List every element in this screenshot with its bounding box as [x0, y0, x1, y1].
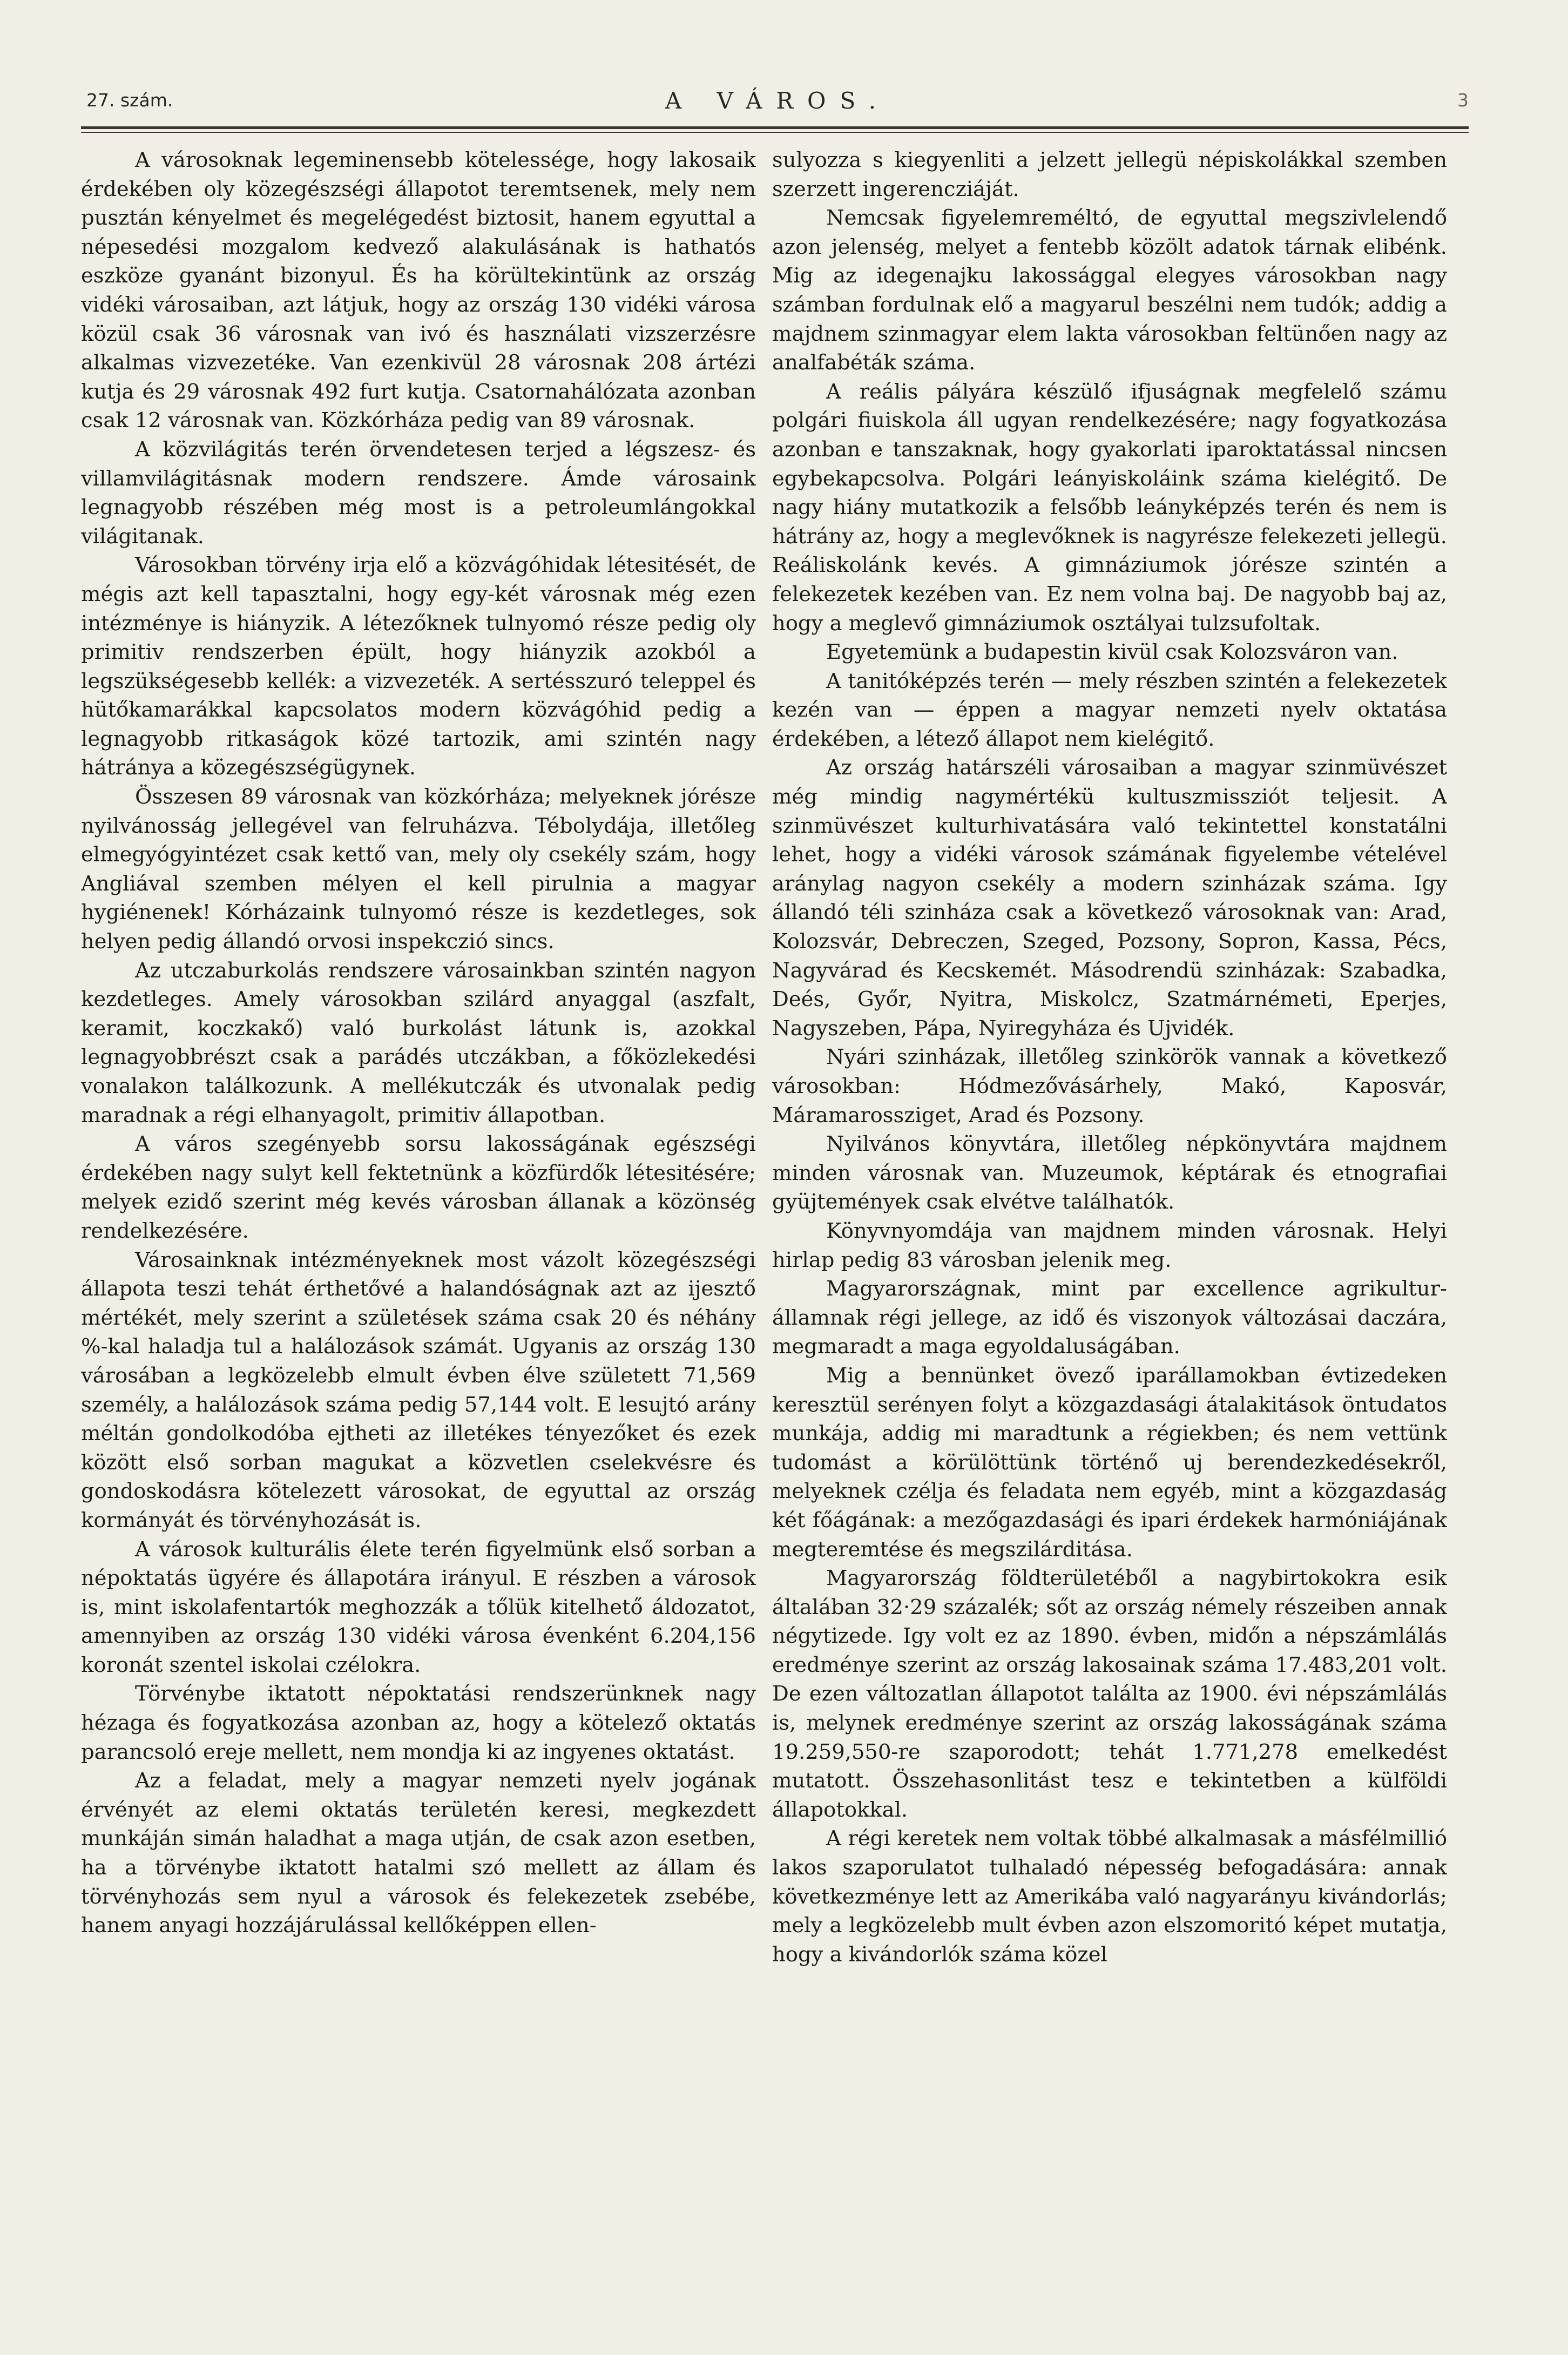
paragraph: Mig a bennünket övező iparállamokban évtizedeken keresztül serényen folyt a közgazdasági átalakitások öntudatos munkája, addig mi maradtunk a régiekben; és nem vettünk tudomást a körülöttünk történő uj berendezkedésekről, melyeknek czélja és feladata nem egyéb, mint a közgazdaság két főágának: a mezőgazdasági és ipari érdekek harmóniájának megteremtése és megszilárditása.	[772, 1363, 1447, 1562]
paragraph: Magyarország földterületéből a nagybirtokokra esik általában 32·29 százalék; sőt az ország némely részeiben annak négytizede. Igy volt ez az 1890. évben, midőn a népszámlálás eredménye szerint az ország lakosainak száma 17.483,201 volt. De ezen változatlan állapotot találta az 1900. évi népszámlálás is, melynek eredménye szerint az ország lakosságának száma 19.259,550-re szaporodott; tehát 1.771,278 emelkedést mutatott. Összehasonlitást tesz e tekintetben a külföldi állapotokkal.	[772, 1566, 1447, 1822]
paragraph: Összesen 89 városnak van közkórháza; melyeknek jórésze nyilvánosság jellegével van felruházva. Tébolydája, illetőleg elmegyógyintézet csak kettő van, mely oly csekély szám, hogy Angliával szemben mélyen el kell pirulnia a magyar hygiénenek! Kórházaink tulnyomó része is kezdetleges, sok helyen pedig állandó orvosi inspekczió sincs.	[81, 785, 756, 954]
paragraph: Városainknak intézményeknek most vázolt közegészségi állapota teszi tehát érthetővé a halandóságnak azt az ijesztő mértékét, mely szerint a születések száma csak 20 és néhány %-kal haladja tul a halálozások számát. Ugyanis az ország 130 városában a legközelebb elmult évben élve született 71,569 személy, a halálozások száma pedig 57,144 volt. E lesujtó arány méltán gondolkodóba ejtheti az illetékes tényezőket és ezek között első sorban magukat a közvetlen cselekvésre és gondoskodásra kötelezett városokat, de egyuttal az ország kormányát és törvényhozását is.	[81, 1247, 756, 1533]
paragraph: A tanitóképzés terén — mely részben szintén a felekezetek kezén van — éppen a magyar nemzeti nyelv oktatása érdekében, a létező állapot nem kielégitő.	[772, 669, 1447, 751]
paragraph: Az utczaburkolás rendszere városainkban szintén nagyon kezdetleges. Amely városokban szilárd anyaggal (aszfalt, keramit, koczkakő) való burkolást látunk is, azokkal legnagyobbrészt csak a parádés utczákban, a főközlekedési vonalakon találkozunk. A mellékutczák és utvonalak pedig maradnak a régi elhanyagolt, primitiv állapotban.	[81, 958, 756, 1128]
paragraph: A közvilágitás terén örvendetesen terjed a légszesz- és villamvilágitásnak modern rendszere. Ámde városaink legnagyobb részében még most is a petroleumlángokkal világitanak.	[81, 437, 756, 549]
paragraph: A városoknak legeminensebb kötelessége, hogy lakosaik érdekében oly közegészségi állapotot teremtsenek, mely nem pusztán kényelmet és megelégedést biztosit, hanem egyuttal a népesedési mozgalom kedvező alakulásának is hathatós eszköze gyanánt bizonyul. És ha körültekintünk az ország vidéki városaiban, azt látjuk, hogy az ország 130 vidéki városa közül csak 36 városnak van ivó és használati vizszerzésre alkalmas vizvezetéke. Van ezenkivül 28 városnak 208 ártézi kutja és 29 városnak 492 furt kutja. Csatornahálózata azonban csak 12 városnak van. Közkórháza pedig van 89 városnak.	[81, 148, 756, 433]
issue-number: 27. szám.	[86, 90, 173, 111]
paragraph: Az a feladat, mely a magyar nemzeti nyelv jogának érvényét az elemi oktatás területén keresi, megkezdett munkáján simán haladhat a maga utján, de csak azon esetben, ha a törvénybe iktatott hatalmi szó mellett az állam és törvényhozás sem nyul a városok és felekezetek zsebébe, hanem anyagi hozzájárulással kellőképpen ellen-	[81, 1769, 756, 1938]
paragraph: Nyári szinházak, illetőleg szinkörök vannak a következő városokban: Hódmezővásárhely, Makó, Kaposvár, Máramarossziget, Arad és Pozsony.	[772, 1045, 1447, 1128]
paragraph: Törvénybe iktatott népoktatási rendszerünknek nagy hézaga és fogyatkozása azonban az, hogy a kötelező oktatás parancsoló ereje mellett, nem mondja ki az ingyenes oktatást.	[81, 1682, 756, 1764]
header-rule	[81, 126, 1469, 133]
journal-title: A VÁROS.	[665, 87, 890, 114]
paragraph: A városok kulturális élete terén figyelmünk első sorban a népoktatás ügyére és állapotára irányul. E részben a városok is, mint iskolafentartók meghozzák a tőlük kitelhető áldozatot, amennyiben az ország 130 vidéki városa évenként 6.204,156 koronát szentel iskolai czélokra.	[81, 1537, 756, 1677]
paragraph: Magyarországnak, mint par excellence agrikultur-államnak régi jellege, az idő és viszonyok változásai daczára, megmaradt a maga egyoldaluságában.	[772, 1277, 1447, 1359]
page-header	[86, 87, 1469, 129]
paragraph: Könyvnyomdája van majdnem minden városnak. Helyi hirlap pedig 83 városban jelenik meg.	[772, 1218, 1447, 1272]
paragraph: A reális pályára készülő ifjuságnak megfelelő számu polgári fiuiskola áll ugyan rendelkezésére; nagy fogyatkozása azonban e tanszaknak, hogy gyakorlati iparoktatással nincsen egybekapcsolva. Polgári leányiskoláink száma kielégitő. De nagy hiány mutatkozik a felsőbb leányképzés terén és nem is hátrány az, hogy a meglevőknek is nagyrésze felekezeti jellegü. Reáliskolánk kevés. A gimnáziumok jórésze szintén a felekezetek kezében van. Ez nem volna baj. De nagyobb baj az, hogy a meglevő gimnáziumok osztályai tulzsufoltak.	[772, 379, 1447, 636]
paragraph: Városokban törvény irja elő a közvágóhidak létesitését, de mégis azt kell tapasztalni, hogy egy-két városnak még ezen intézménye is hiányzik. A létezőknek tulnyomó része pedig oly primitiv rendszerben épült, hogy hiányzik azokból a legszükségesebb kellék: a vizvezeték. A sertésszuró teleppel és hütőkamarákkal kapcsolatos modern közvágóhid pedig a legnagyobb ritkaságok közé tartozik, ami szintén nagy hátránya a közegészségügynek.	[81, 553, 756, 780]
left-column	[81, 146, 756, 2317]
page-number: 3	[1457, 90, 1469, 111]
paragraph: Nemcsak figyelemreméltó, de egyuttal megszivlelendő azon jelenség, melyet a fentebb közölt adatok tárnak elibénk. Mig az idegenajku lakossággal elegyes városokban nagy számban fordulnak elő a magyarul beszélni nem tudók; addig a majdnem szinmagyar elem lakta városokban feltünően nagy az analfabéták száma.	[772, 206, 1447, 375]
paragraph-continued: sulyozza s kiegyenliti a jelzett jellegü népiskolákkal szemben szerzett ingerencziáját.	[772, 148, 1447, 201]
right-column	[772, 146, 1447, 2317]
paragraph: Nyilvános könyvtára, illetőleg népkönyvtára majdnem minden városnak van. Muzeumok, képtárak és etnografiai gyüjtemények csak elvétve találhatók.	[772, 1132, 1447, 1214]
paragraph: Az ország határszéli városaiban a magyar szinmüvészet még mindig nagymértékü kultuszmissziót teljesit. A szinmüvészet kulturhivatására való tekintettel konstatálni lehet, hogy a vidéki városok számának figyelembe vételével aránylag nagyon csekély a modern szinházak száma. Igy állandó téli szinháza csak a következő városoknak van: Arad, Kolozsvár, Debreczen, Szeged, Pozsony, Sopron, Kassa, Pécs, Nagyvárad és Kecskemét. Másodrendü szinházak: Szabadka, Deés, Győr, Nyitra, Miskolcz, Szatmárnémeti, Eperjes, Nagyszeben, Pápa, Nyiregyháza és Ujvidék.	[772, 755, 1447, 1041]
paragraph: A város szegényebb sorsu lakosságának egészségi érdekében nagy sulyt kell fektetnünk a közfürdők létesitésére; melyek ezidő szerint még kevés városban állanak a közönség rendelkezésére.	[81, 1132, 756, 1243]
paragraph: Egyetemünk a budapestin kivül csak Kolozsváron van.	[826, 640, 1398, 665]
paragraph: A régi keretek nem voltak többé alkalmasak a másfélmillió lakos szaporulatot tulhaladó népesség befogadására: annak következménye lett az Amerikába való nagyarányu kivándorlás; mely a legközelebb mult évben azon elszomoritó képet mutatja, hogy a kivándorlók száma közel	[772, 1826, 1447, 1967]
